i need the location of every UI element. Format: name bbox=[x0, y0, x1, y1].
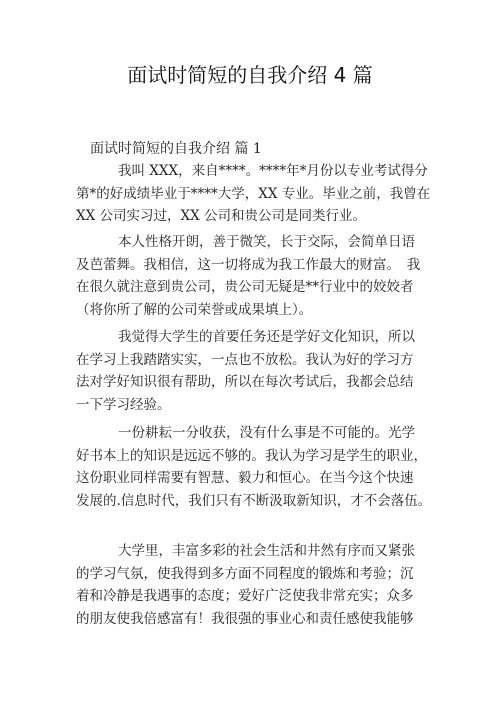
paragraph-line: 我觉得大学生的首要任务还是学好文化知识，所以 bbox=[118, 329, 415, 345]
paragraph-line: XX 公司实习过，XX 公司和贵公司是同类行业。 bbox=[76, 208, 367, 224]
paragraph-line: 第*的好成绩毕业于****大学，XX 专业。毕业之前，我曾在 bbox=[76, 185, 431, 202]
paragraph-line: 一份耕耘一分收获，没有什么事是不可能的。光学 bbox=[118, 425, 415, 441]
paragraph-line: （将你所了解的公司荣誉或成果填上）。 bbox=[76, 301, 313, 318]
paragraph-5 bbox=[76, 540, 436, 630]
paragraph-line: 在学习上我踏踏实实，一点也不放松。我认为好的学习方 bbox=[76, 351, 414, 368]
paragraph-1 bbox=[76, 160, 436, 228]
paragraph-line: 法对学好知识很有帮助，所以在每次考试后，我都会总结 bbox=[76, 374, 414, 390]
paragraph-line: 的朋友使我倍感富有！我很强的事业心和责任感使我能够 bbox=[76, 610, 414, 627]
paragraph-3 bbox=[76, 326, 436, 416]
paragraph-line: 好书本上的知识是远远不够的。我认为学习是学生的职业， bbox=[76, 447, 427, 464]
paragraph-line: 一下学习经验。 bbox=[76, 396, 171, 413]
paragraph-line: 这份职业同样需要有智慧、毅力和恒心。在当今这个快速 bbox=[76, 470, 414, 486]
paragraph-2 bbox=[76, 231, 436, 321]
paragraph-4 bbox=[76, 422, 436, 512]
paragraph-line: 发展的.信息时代，我们只有不断汲取新知识，才不会落伍。 bbox=[76, 492, 432, 509]
paragraph-line: 着和冷静是我遇事的态度；爱好广泛使我非常充实；众多 bbox=[76, 588, 414, 604]
document-title: 面试时简短的自我介绍 4 篇 bbox=[127, 63, 373, 87]
paragraph-line: 本人性格开朗，善于微笑，长于交际，会简单日语 bbox=[118, 234, 415, 250]
paragraph-line: 我叫 XXX，来自****。****年*月份以专业考试得分 bbox=[118, 163, 428, 179]
paragraph-line: 及芭蕾舞。我相信，这一切将成为我工作最大的财富。 我 bbox=[76, 256, 421, 273]
paragraph-line: 大学里，丰富多彩的社会生活和井然有序而又紧张 bbox=[118, 543, 415, 559]
section-heading: 面试时简短的自我介绍 篇 1 bbox=[90, 141, 262, 157]
paragraph-line: 的学习气氛，使我得到多方面不同程度的锻炼和考验；沉 bbox=[76, 565, 414, 582]
paragraph-line: 在很久就注意到贵公司，贵公司无疑是**行业中的姣姣者 bbox=[76, 279, 414, 295]
